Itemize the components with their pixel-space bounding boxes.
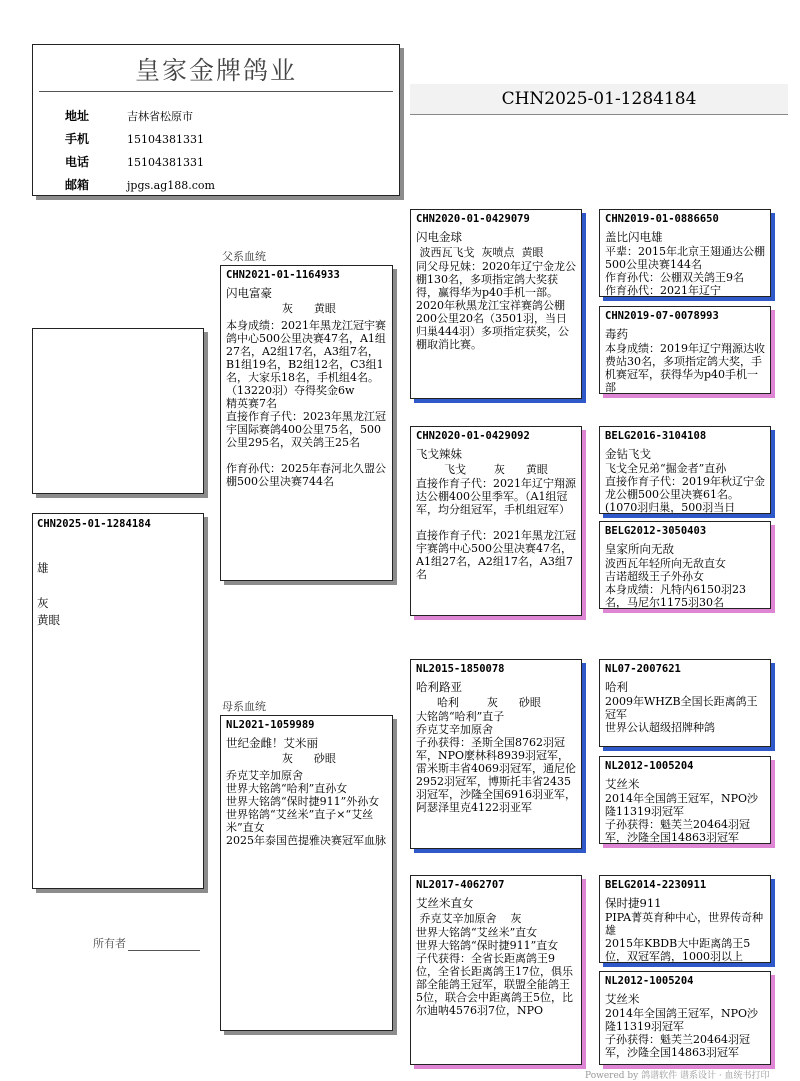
ggp-ring: NL2012-1005204 xyxy=(605,760,694,772)
sire-record: 本身成绩：2021年黑龙江冠宇赛鸽中心500公里决赛47名，A1组27名，A2组17名，A3组7名，B1组19名，B2组12名，C3组1名，大家乐18名，手机组4名。（13220羽）夺得奖金6w 精英赛7名 直接作育子代：2023年黑龙江冠宇国际赛鸽400公里75名，500公里295名，双关鸽王25名 作育孙代：2025年春河北久盟公棚500公里决赛744名 xyxy=(226,319,386,488)
email-value: jpgs.ag188.com xyxy=(127,179,215,192)
mobile-label: 手机 xyxy=(65,132,90,146)
ggp-name: 皇家所向无敌 xyxy=(605,542,674,556)
banner-ring-number: CHN2025-01-1284184 xyxy=(501,89,697,109)
ggp-card-sds xyxy=(599,426,771,514)
ggp-ring: BELG2016-3104108 xyxy=(605,430,707,442)
sire-sire-record: 同父母兄妹：2020年辽宁金龙公棚130名，多项指定鸽大奖获得，赢得华为p40手机一部。 2020年秋黑龙江宝祥赛鸽公棚200公里20名（3501羽，当日归巢444羽）多项指定获奖，公棚取消比赛。 xyxy=(416,260,576,351)
address-row xyxy=(65,107,193,124)
owner-field xyxy=(93,935,200,951)
ggp-name: 保时捷911 xyxy=(605,896,662,910)
dam-sire-card xyxy=(410,659,582,849)
ggp-ring: CHN2019-07-0078993 xyxy=(605,310,719,322)
sire-dam-ring: CHN2020-01-0429092 xyxy=(416,430,530,442)
loft-name: 皇家金牌鸽业 xyxy=(134,56,297,85)
ggp-name: 艾丝米 xyxy=(605,992,640,1006)
ggp-record: 2014年全国鸽王冠军，NPO沙隆11319羽冠军 子孙获得：魁芙兰20464羽冠军，沙隆全国14863羽冠军 xyxy=(605,792,759,844)
dam-dam-card xyxy=(410,875,582,1065)
ggp-name: 毒药 xyxy=(605,327,628,341)
ggp-record: PIPA菁英育种中心，世界传奇种雄 2015年KBDB大中距离鸽王5位，双冠军鸽，1000羽以上 xyxy=(605,911,764,963)
dam-dam-attrs: 乔克艾辛加原舍 灰 xyxy=(416,912,522,925)
sire-attrs: 灰 黄眼 xyxy=(226,302,336,315)
sire-sire-attrs: 波西瓦飞戈 灰喷点 黄眼 xyxy=(416,246,544,259)
ggp-record: 飞戈全兄弟“掘金者”直孙 直接作育子代：2019年秋辽宁金龙公棚500公里决赛61名。 (1070羽归巢，500羽当日 xyxy=(605,462,765,514)
ggp-name: 哈利 xyxy=(605,680,628,694)
sire-sire-card xyxy=(410,209,582,399)
ggp-card-ssd xyxy=(599,306,771,394)
header-divider xyxy=(39,91,393,92)
ggp-card-sss xyxy=(599,209,771,297)
owner-label: 所有者 xyxy=(93,937,126,950)
email-row xyxy=(65,176,215,193)
sire-card xyxy=(220,265,393,581)
ggp-ring: BELG2012-3050403 xyxy=(605,525,707,537)
dam-card xyxy=(220,715,393,1031)
phone-row xyxy=(65,153,204,170)
ggp-record: 2009年WHZB全国长距离鸽王冠军 世界公认超级招牌种鸽 xyxy=(605,695,758,734)
sire-sire-name: 闪电金球 xyxy=(416,230,462,244)
sire-dam-name: 飞戈辣妹 xyxy=(416,447,462,461)
address-value: 吉林省松原市 xyxy=(127,110,193,123)
dam-dam-record: 世界大铭鸽“艾丝米”直女 世界大铭鸽“保时捷911”直女 子代获得：全省长距离鸽王9位，全省长距离鸽王17位，俱乐部全能鸽王冠军，联盟全能鸽王5位，联合会中距离鸽王5位，比尔迪呐4576羽7位，NPO xyxy=(416,926,573,1017)
subject-card xyxy=(32,513,204,889)
dam-ring: NL2021-1059989 xyxy=(226,719,315,731)
sire-dam-record: 直接作育子代：2021年辽宁翔源达公棚400公里季军。（A1组冠军，均分组冠军，手机组冠军） 直接作育子代：2021年黑龙江冠宇赛鸽中心500公里决赛47名，A1组27名，A2组17名，A3组7名 xyxy=(416,477,576,581)
ggp-card-dss xyxy=(599,659,771,747)
pigeon-photo-frame xyxy=(32,328,204,494)
ggp-card-sdd xyxy=(599,521,771,609)
ggp-ring: BELG2014-2230911 xyxy=(605,879,707,891)
phone-value: 15104381331 xyxy=(127,156,204,169)
ggp-ring: NL07-2007621 xyxy=(605,663,681,675)
phone-label: 电话 xyxy=(65,155,90,169)
ggp-card-ddd xyxy=(599,971,771,1065)
dam-record: 乔克艾辛加原舍 世界大铭鸽“哈利”直孙女 世界大铭鸽“保时捷911”外孙女 世界铭鸽“艾丝米”直子×“艾丝米”直女 2025年泰国芭提雅决赛冠军血脉 xyxy=(226,769,386,847)
subject-ring: CHN2025-01-1284184 xyxy=(37,518,151,530)
subject-sex: 雄 xyxy=(37,561,49,575)
address-label: 地址 xyxy=(65,109,90,123)
sire-dam-card xyxy=(410,426,582,616)
ggp-name: 金钻飞戈 xyxy=(605,447,651,461)
ggp-record: 波西瓦年轻所向无敌直女 吉诺超级王子外孙女 本身成绩：凡特内6150羽23名，马尼尔1175羽30名 xyxy=(605,557,746,609)
ggp-card-dsd xyxy=(599,756,771,844)
dam-sire-name: 哈利路亚 xyxy=(416,680,462,694)
sire-dam-attrs: 飞戈 灰 黄眼 xyxy=(416,463,548,476)
ggp-name: 盖比闪电雄 xyxy=(605,230,663,244)
loft-header xyxy=(32,44,400,196)
dam-attrs: 灰 砂眼 xyxy=(226,752,336,765)
ggp-record: 2014年全国鸽王冠军，NPO沙隆11319羽冠军 子孙获得：魁芙兰20464羽冠军，沙隆全国14863羽冠军 xyxy=(605,1007,759,1059)
subject-color: 灰 xyxy=(37,596,49,610)
sire-sire-ring: CHN2020-01-0429079 xyxy=(416,213,530,225)
ggp-name: 艾丝米 xyxy=(605,777,640,791)
dam-sire-record: 大铭鸽“哈利”直子 乔克艾辛加原舍 子孙获得：圣斯全国8762羽冠军，NPO麼林科8939羽冠军，雷米斯丰省4069羽冠军，通尼伦2952羽冠军，博斯托丰省2435羽冠军，沙隆全国6916羽亚军，阿瑟泽里克4122羽亚军 xyxy=(416,710,576,814)
footer-note: Powered by 鸽谱软件 谱系设计 · 血统书打印 xyxy=(585,1071,770,1081)
sire-name: 闪电富豪 xyxy=(226,286,272,300)
dam-dam-name: 艾丝米直女 xyxy=(416,896,474,910)
ggp-record: 平辈：2015年北京王翅通达公棚500公里决赛144名 作育孙代：公棚双关鸽王9名 作育孙代：2021年辽宁 xyxy=(605,245,765,297)
dam-sire-ring: NL2015-1850078 xyxy=(416,663,505,675)
dam-sire-attrs: 哈利 灰 砂眼 xyxy=(416,696,541,709)
mobile-value: 15104381331 xyxy=(127,133,204,146)
dam-side-label: 母系血统 xyxy=(222,700,266,713)
dam-dam-ring: NL2017-4062707 xyxy=(416,879,505,891)
dam-name: 世纪金雌！艾米丽 xyxy=(226,736,318,750)
sire-ring: CHN2021-01-1164933 xyxy=(226,269,340,281)
ggp-record: 本身成绩：2019年辽宁翔源达收费站30名，多项指定鸽大奖，手机赛冠军，获得华为p40手机一部 xyxy=(605,342,765,394)
owner-signature-line xyxy=(128,950,200,951)
ggp-ring: CHN2019-01-0886650 xyxy=(605,213,719,225)
email-label: 邮箱 xyxy=(65,178,90,192)
sire-side-label: 父系血统 xyxy=(222,250,266,263)
ring-banner xyxy=(410,84,788,115)
subject-eye: 黄眼 xyxy=(37,613,60,627)
mobile-row xyxy=(65,130,204,147)
ggp-card-dds xyxy=(599,875,771,963)
ggp-ring: NL2012-1005204 xyxy=(605,975,694,987)
